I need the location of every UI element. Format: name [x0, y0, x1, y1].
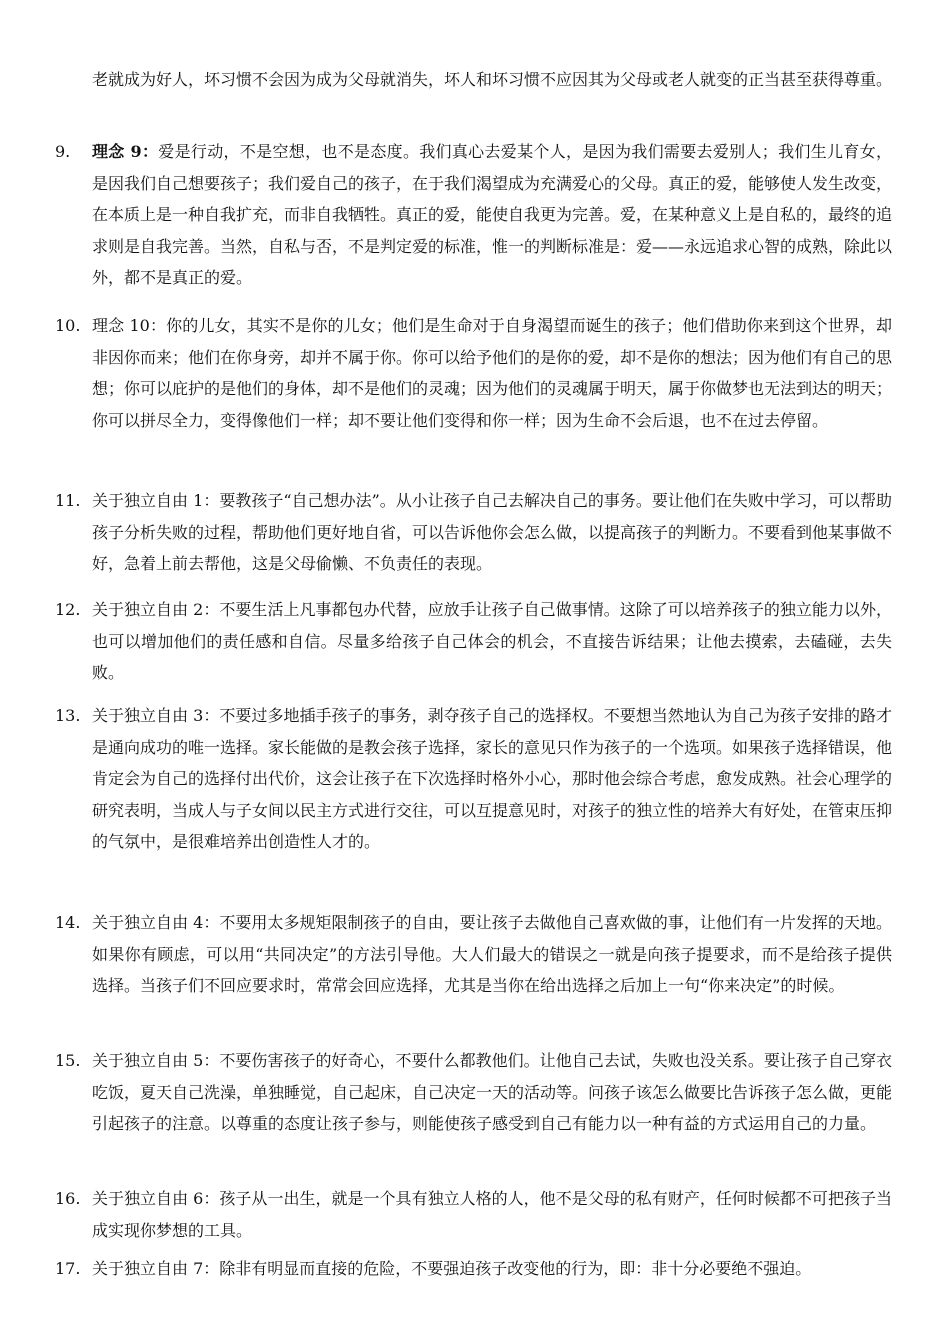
item-text: 关于独立自由 4：不要用太多规矩限制孩子的自由，要让孩子去做他自己喜欢做的事，让他们有一片发挥的天地。如果你有顾虑，可以用“共同决定”的方法引导他。大人们最大的错误之一就是向孩子提要求，而不是给孩子提供选择。当孩子们不回应要求时，常常会回应选择，尤其是当你在给出选择之后加上一句“你来决定”的时候。: [92, 913, 892, 995]
item-number: 14.: [55, 913, 81, 932]
item-text: 关于独立自由 6：孩子从一出生，就是一个具有独立人格的人，他不是父母的私有财产，任何时候都不可把孩子当成实现你梦想的工具。: [92, 1189, 892, 1240]
item-lead-bold: 理念 9：: [92, 142, 159, 161]
item-text: 关于独立自由 2：不要生活上凡事都包办代替，应放手让孩子自己做事情。这除了可以培养孩子的独立能力以外，也可以增加他们的责任感和自信。尽量多给孩子自己体会的机会，不直接告诉结果；让他去摸索，去磕碰，去失败。: [92, 600, 892, 682]
item-number: 11.: [55, 491, 81, 510]
item-number: 17.: [55, 1259, 81, 1278]
item-text: [92, 136, 892, 294]
item-number: 15.: [55, 1051, 81, 1070]
item-body: 爱是行动，不是空想，也不是态度。我们真心去爱某个人，是因为我们需要去爱别人；我们生儿育女，是因我们自己想要孩子；我们爱自己的孩子，在于我们渴望成为充满爱心的父母。真正的爱，能够使人发生改变，在本质上是一种自我扩充，而非自我牺牲。真正的爱，能使自我更为完善。爱，在某种意义上是自私的，最终的追求则是自我完善。当然，自私与否，不是判定爱的标准，惟一的判断标准是：爱——永远追求心智的成熟，除此以外，都不是真正的爱。: [92, 142, 893, 287]
item-number: 16.: [55, 1189, 81, 1208]
item-number: 10.: [55, 316, 81, 335]
item-number: 13.: [55, 706, 81, 725]
item-text: 关于独立自由 7：除非有明显而直接的危险，不要强迫孩子改变他的行为，即：非十分必要绝不强迫。: [92, 1259, 812, 1278]
item-text: 关于独立自由 5：不要伤害孩子的好奇心，不要什么都教他们。让他自己去试，失败也没关系。要让孩子自己穿衣吃饭，夏天自己洗澡，单独睡觉，自己起床，自己决定一天的活动等。问孩子该怎么做要比告诉孩子怎么做，更能引起孩子的注意。以尊重的态度让孩子参与，则能使孩子感受到自己有能力以一种有益的方式运用自己的力量。: [92, 1051, 893, 1133]
item-text: 关于独立自由 3：不要过多地插手孩子的事务，剥夺孩子自己的选择权。不要想当然地认为自己为孩子安排的路才是通向成功的唯一选择。家长能做的是教会孩子选择，家长的意见只作为孩子的一个选项。如果孩子选择错误，他肯定会为自己的选择付出代价，这会让孩子在下次选择时格外小心，那时他会综合考虑，愈发成熟。社会心理学的研究表明，当成人与子女间以民主方式进行交往，可以互提意见时，对孩子的独立性的培养大有好处，在管束压抑的气氛中，是很难培养出创造性人才的。: [92, 706, 893, 851]
item-text: 关于独立自由 1：要教孩子“自己想办法”。从小让孩子自己去解决自己的事务。要让他们在失败中学习，可以帮助孩子分析失败的过程，帮助他们更好地自省，可以告诉他你会怎么做，以提高孩子的判断力。不要看到他某事做不好，急着上前去帮他，这是父母偷懒、不负责任的表现。: [92, 491, 893, 573]
item-number: 12.: [55, 600, 81, 619]
item-text: 理念 10：你的儿女，其实不是你的儿女；他们是生命对于自身渴望而诞生的孩子；他们借助你来到这个世界，却非因你而来；他们在你身旁，却并不属于你。你可以给予他们的是你的爱，却不是你的想法；因为他们有自己的思想；你可以庇护的是他们的身体，却不是他们的灵魂；因为他们的灵魂属于明天，属于你做梦也无法到达的明天；你可以拼尽全力，变得像他们一样；却不要让他们变得和你一样；因为生命不会后退，也不在过去停留。: [92, 316, 893, 430]
continued-paragraph: 老就成为好人，坏习惯不会因为成为父母就消失，坏人和坏习惯不应因其为父母或老人就变的正当甚至获得尊重。: [92, 70, 893, 89]
item-number: 9.: [55, 142, 71, 161]
